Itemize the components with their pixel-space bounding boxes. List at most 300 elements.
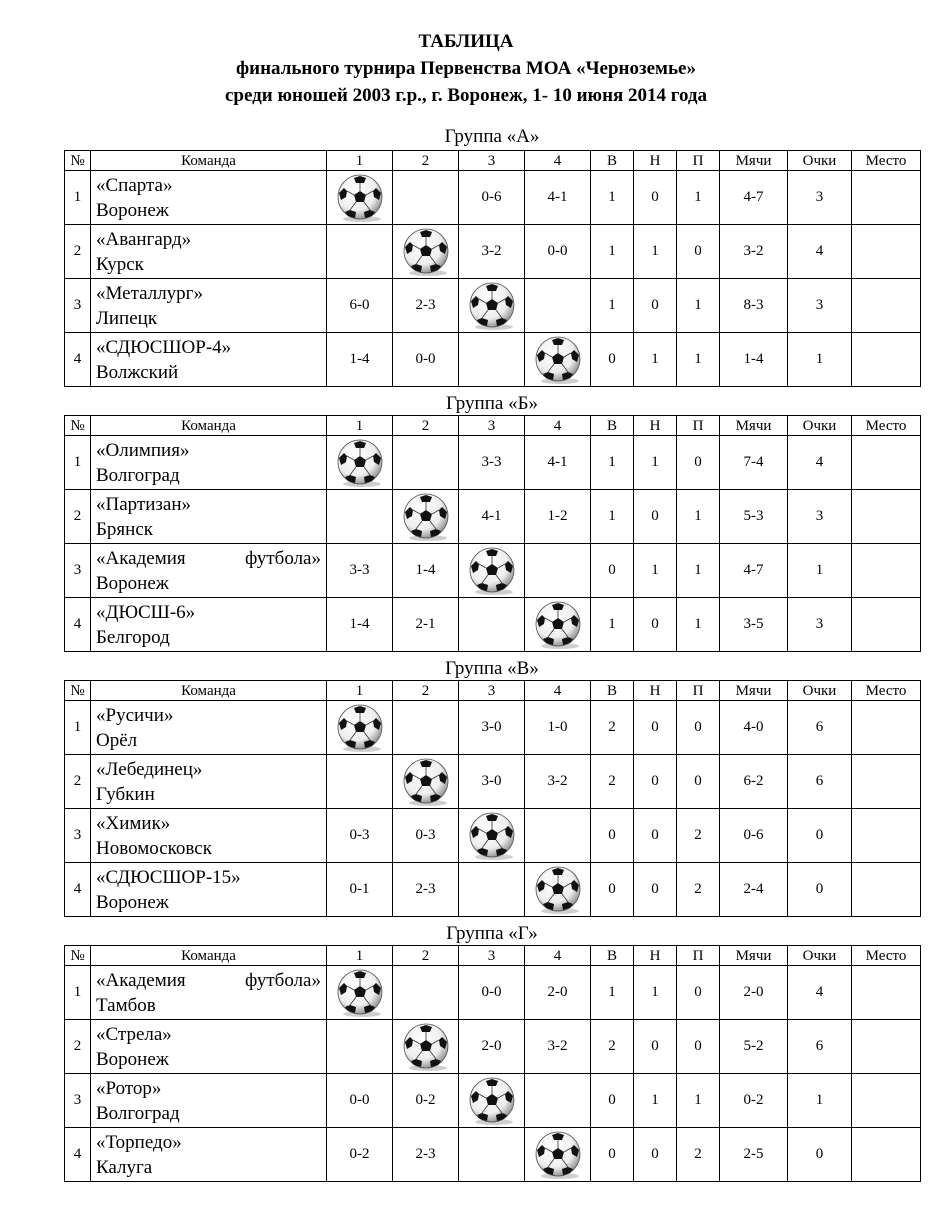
column-header: Мячи [720,151,788,171]
table-row [65,1128,921,1182]
match-result [459,1128,525,1182]
points: 6 [788,1020,852,1074]
goals: 6-2 [720,755,788,809]
table-header-row [65,416,921,436]
column-header: Команда [91,946,327,966]
team-city: Воронеж [96,891,169,913]
match-result: 0-0 [393,333,459,387]
column-header: П [677,416,720,436]
goals: 7-4 [720,436,788,490]
team-cell [91,809,327,863]
wins: 0 [591,1074,634,1128]
document-header [0,28,932,109]
team-name: «СДЮСШОР-15» [96,866,241,888]
column-header: П [677,151,720,171]
row-number: 4 [65,863,91,917]
match-result: 0-0 [525,225,591,279]
team-name: «Металлург» [96,282,203,304]
team-cell [91,1074,327,1128]
column-header: № [65,151,91,171]
team-cell [91,755,327,809]
table-row [65,544,921,598]
row-number: 3 [65,544,91,598]
match-result: 3-3 [327,544,393,598]
team-name: «Ротор» [96,1077,162,1099]
table-row [65,755,921,809]
match-result: 0-3 [327,809,393,863]
column-header: Команда [91,416,327,436]
team-cell [91,701,327,755]
match-result [525,809,591,863]
self-match-cell [327,701,393,755]
draws: 0 [634,701,677,755]
column-header: П [677,946,720,966]
wins: 0 [591,1128,634,1182]
group-title: Группа «В» [445,658,539,679]
match-result [393,171,459,225]
column-header: Мячи [720,416,788,436]
place [852,1074,921,1128]
place [852,436,921,490]
place [852,279,921,333]
wins: 1 [591,490,634,544]
team-cell [91,436,327,490]
column-header: Команда [91,681,327,701]
place [852,490,921,544]
soccer-ball-icon [529,599,587,651]
match-result: 3-2 [525,755,591,809]
team-name: «Стрела» [96,1023,172,1045]
soccer-ball-icon [529,864,587,916]
team-cell [91,1128,327,1182]
team-cell [91,863,327,917]
draws: 1 [634,225,677,279]
losses: 2 [677,1128,720,1182]
column-header: 1 [327,416,393,436]
team-name: «СДЮСШОР-4» [96,336,232,358]
draws: 1 [634,333,677,387]
points: 3 [788,490,852,544]
match-result [327,490,393,544]
match-result [525,1074,591,1128]
self-match-cell [393,490,459,544]
table-row [65,863,921,917]
table-row [65,809,921,863]
draws: 0 [634,755,677,809]
points: 3 [788,171,852,225]
draws: 0 [634,863,677,917]
wins: 1 [591,598,634,652]
document-title: ТАБЛИЦА [418,31,514,52]
losses: 1 [677,598,720,652]
match-result [459,863,525,917]
document-subtitle-line-1: финального турнира Первенства МОА «Черноземье» [236,58,696,79]
soccer-ball-icon [463,1075,521,1127]
match-result: 2-3 [393,863,459,917]
losses: 1 [677,490,720,544]
place [852,1020,921,1074]
group-title: Группа «А» [444,126,540,147]
team-name: «Авангард» [96,228,192,250]
column-header: Н [634,151,677,171]
goals: 0-6 [720,809,788,863]
draws: 0 [634,598,677,652]
points: 6 [788,755,852,809]
goals: 2-4 [720,863,788,917]
losses: 0 [677,436,720,490]
table-header-row [65,946,921,966]
soccer-ball-icon [529,334,587,386]
goals: 0-2 [720,1074,788,1128]
draws: 0 [634,490,677,544]
column-header: 4 [525,416,591,436]
place [852,333,921,387]
self-match-cell [525,1128,591,1182]
match-result [327,755,393,809]
column-header: Место [852,151,921,171]
team-cell [91,1020,327,1074]
draws: 0 [634,279,677,333]
column-header: Мячи [720,946,788,966]
soccer-ball-icon [463,545,521,597]
soccer-ball-icon [463,280,521,332]
team-cell [91,544,327,598]
losses: 1 [677,333,720,387]
row-number: 1 [65,701,91,755]
losses: 0 [677,966,720,1020]
column-header: Очки [788,681,852,701]
team-cell [91,279,327,333]
match-result: 0-1 [327,863,393,917]
match-result: 0-0 [327,1074,393,1128]
match-result [393,966,459,1020]
team-cell [91,171,327,225]
points: 1 [788,333,852,387]
self-match-cell [393,225,459,279]
draws: 1 [634,966,677,1020]
team-city: Губкин [96,783,155,805]
table-header-row [65,151,921,171]
column-header: В [591,681,634,701]
column-header: 2 [393,946,459,966]
match-result: 1-2 [525,490,591,544]
goals: 4-7 [720,544,788,598]
draws: 1 [634,1074,677,1128]
goals: 1-4 [720,333,788,387]
column-header: Мячи [720,681,788,701]
team-name: «Академия футбола» [96,547,321,569]
self-match-cell [327,436,393,490]
team-name: «Олимпия» [96,439,190,461]
place [852,755,921,809]
goals: 2-5 [720,1128,788,1182]
match-result [327,1020,393,1074]
place [852,809,921,863]
self-match-cell [459,279,525,333]
row-number: 4 [65,333,91,387]
group-standings-table [64,945,921,1182]
match-result: 0-0 [459,966,525,1020]
match-result: 3-2 [459,225,525,279]
goals: 2-0 [720,966,788,1020]
document-subtitle-line-2: среди юношей 2003 г.р., г. Воронеж, 1- 10 июня 2014 года [224,85,708,106]
row-number: 2 [65,490,91,544]
column-header: 1 [327,151,393,171]
losses: 0 [677,701,720,755]
table-row [65,1020,921,1074]
soccer-ball-icon [397,756,455,808]
column-header: 2 [393,151,459,171]
wins: 1 [591,225,634,279]
column-header: № [65,946,91,966]
match-result: 0-6 [459,171,525,225]
place [852,598,921,652]
place [852,1128,921,1182]
match-result: 6-0 [327,279,393,333]
match-result: 4-1 [525,436,591,490]
self-match-cell [459,1074,525,1128]
wins: 0 [591,544,634,598]
team-city: Волжский [96,361,179,383]
draws: 1 [634,544,677,598]
column-header: Очки [788,151,852,171]
draws: 0 [634,1128,677,1182]
goals: 4-0 [720,701,788,755]
team-name: «Спарта» [96,174,173,196]
self-match-cell [525,333,591,387]
self-match-cell [525,598,591,652]
column-header: 4 [525,681,591,701]
row-number: 2 [65,225,91,279]
wins: 1 [591,436,634,490]
points: 3 [788,598,852,652]
row-number: 2 [65,1020,91,1074]
place [852,701,921,755]
match-result [525,279,591,333]
self-match-cell [459,544,525,598]
wins: 2 [591,1020,634,1074]
losses: 1 [677,279,720,333]
column-header: Место [852,416,921,436]
goals: 8-3 [720,279,788,333]
team-name: «ДЮСШ-6» [96,601,196,623]
column-header: 3 [459,151,525,171]
team-city: Новомосковск [96,837,212,859]
soccer-ball-icon [331,172,389,224]
match-result: 1-0 [525,701,591,755]
team-name: «Партизан» [96,493,191,515]
soccer-ball-icon [397,226,455,278]
points: 4 [788,436,852,490]
place [852,544,921,598]
column-header: 1 [327,946,393,966]
draws: 0 [634,1020,677,1074]
table-row [65,490,921,544]
table-row [65,1074,921,1128]
column-header: Н [634,681,677,701]
team-cell [91,225,327,279]
self-match-cell [327,171,393,225]
column-header: Место [852,681,921,701]
team-cell [91,966,327,1020]
column-header: 4 [525,151,591,171]
column-header: 4 [525,946,591,966]
column-header: Место [852,946,921,966]
group-title: Группа «Б» [446,393,538,414]
points: 0 [788,863,852,917]
table-header-row [65,681,921,701]
place [852,171,921,225]
team-city: Воронеж [96,199,169,221]
points: 1 [788,544,852,598]
table-row [65,436,921,490]
losses: 2 [677,863,720,917]
match-result [459,598,525,652]
team-city: Волгоград [96,1102,180,1124]
draws: 0 [634,809,677,863]
losses: 2 [677,809,720,863]
team-city: Калуга [96,1156,153,1178]
team-name: «Русичи» [96,704,174,726]
match-result: 2-3 [393,279,459,333]
points: 0 [788,809,852,863]
table-row [65,701,921,755]
draws: 0 [634,171,677,225]
column-header: 1 [327,681,393,701]
column-header: Очки [788,946,852,966]
team-name: «Торпедо» [96,1131,182,1153]
column-header: Н [634,946,677,966]
match-result: 2-3 [393,1128,459,1182]
wins: 1 [591,966,634,1020]
group-standings-table [64,415,921,652]
match-result: 2-0 [525,966,591,1020]
match-result: 3-0 [459,701,525,755]
wins: 0 [591,333,634,387]
goals: 3-5 [720,598,788,652]
column-header: № [65,416,91,436]
losses: 0 [677,225,720,279]
wins: 1 [591,171,634,225]
match-result [525,544,591,598]
table-row [65,966,921,1020]
soccer-ball-icon [331,702,389,754]
column-header: 3 [459,946,525,966]
self-match-cell [525,863,591,917]
match-result: 1-4 [327,333,393,387]
points: 0 [788,1128,852,1182]
wins: 0 [591,863,634,917]
row-number: 4 [65,1128,91,1182]
wins: 0 [591,809,634,863]
goals: 5-3 [720,490,788,544]
table-row [65,225,921,279]
group-title: Группа «Г» [446,923,538,944]
match-result: 1-4 [393,544,459,598]
team-city: Брянск [96,518,153,540]
points: 4 [788,225,852,279]
match-result: 0-2 [327,1128,393,1182]
team-city: Липецк [96,307,158,329]
losses: 1 [677,1074,720,1128]
wins: 2 [591,755,634,809]
soccer-ball-icon [331,967,389,1019]
draws: 1 [634,436,677,490]
team-cell [91,333,327,387]
team-cell [91,490,327,544]
team-city: Воронеж [96,1048,169,1070]
match-result: 0-3 [393,809,459,863]
column-header: В [591,416,634,436]
match-result: 4-1 [459,490,525,544]
match-result: 3-0 [459,755,525,809]
goals: 4-7 [720,171,788,225]
points: 4 [788,966,852,1020]
column-header: 3 [459,416,525,436]
table-row [65,598,921,652]
team-city: Орёл [96,729,138,751]
team-name: «Химик» [96,812,171,834]
wins: 2 [591,701,634,755]
match-result: 3-3 [459,436,525,490]
column-header: Команда [91,151,327,171]
row-number: 3 [65,809,91,863]
match-result: 1-4 [327,598,393,652]
place [852,863,921,917]
soccer-ball-icon [463,810,521,862]
row-number: 1 [65,171,91,225]
team-cell [91,598,327,652]
place [852,225,921,279]
wins: 1 [591,279,634,333]
match-result: 3-2 [525,1020,591,1074]
losses: 0 [677,1020,720,1074]
points: 6 [788,701,852,755]
column-header: 2 [393,681,459,701]
group-standings-table [64,150,921,387]
match-result: 2-0 [459,1020,525,1074]
soccer-ball-icon [397,1021,455,1073]
team-city: Тамбов [96,994,156,1016]
points: 1 [788,1074,852,1128]
goals: 5-2 [720,1020,788,1074]
row-number: 3 [65,1074,91,1128]
self-match-cell [393,755,459,809]
row-number: 2 [65,755,91,809]
match-result [393,701,459,755]
match-result [327,225,393,279]
losses: 1 [677,544,720,598]
points: 3 [788,279,852,333]
team-city: Курск [96,253,144,275]
team-city: Белгород [96,626,170,648]
losses: 0 [677,755,720,809]
column-header: В [591,151,634,171]
match-result [393,436,459,490]
match-result: 2-1 [393,598,459,652]
self-match-cell [459,809,525,863]
place [852,966,921,1020]
match-result: 4-1 [525,171,591,225]
column-header: Очки [788,416,852,436]
match-result: 0-2 [393,1074,459,1128]
column-header: 2 [393,416,459,436]
row-number: 1 [65,966,91,1020]
self-match-cell [393,1020,459,1074]
row-number: 3 [65,279,91,333]
column-header: П [677,681,720,701]
table-row [65,171,921,225]
